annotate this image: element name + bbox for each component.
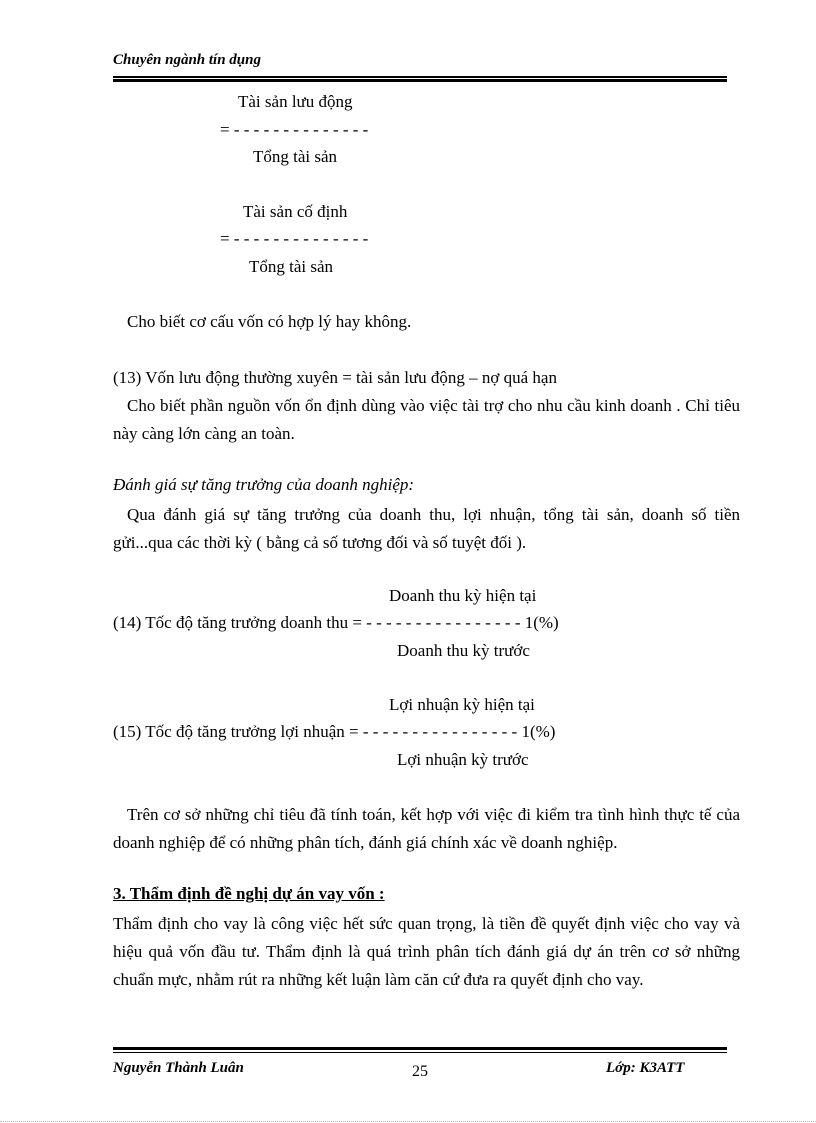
header-title: Chuyên ngành tín dụng (113, 52, 261, 68)
formula-15-label: (15) Tốc độ tăng trưởng lợi nhuận = - - - - - - - - - - - - - - - - 1(%) (113, 722, 556, 741)
formula-12b-numerator: Tài sản cố định (243, 202, 348, 221)
formula-12a-line: = - - - - - - - - - - - - - - (220, 120, 369, 139)
section-3-heading: 3. Thẩm định đề nghị dự án vay vốn : (113, 884, 385, 903)
item-13-text: Cho biết phần nguồn vốn ổn định dùng vào việc tài trợ cho nhu cầu kinh doanh . Chỉ tiêu này càng lớn càng an toàn. (113, 396, 740, 443)
footer-rule-thin (113, 1052, 727, 1053)
growth-text: Qua đánh giá sự tăng trưởng của doanh thu, lợi nhuận, tổng tài sản, doanh số tiền gửi...qua các thời kỳ ( bằng cả số tương đối và số tuyệt đối ). (113, 505, 740, 552)
formula-12a-numerator: Tài sản lưu động (238, 92, 353, 111)
page-number: 25 (412, 1063, 428, 1080)
formula-12b-denominator: Tổng tài sản (249, 257, 334, 276)
footer-author: Nguyễn Thành Luân (113, 1060, 244, 1076)
formula-15-numerator: Lợi nhuận kỳ hiện tại (389, 695, 535, 714)
formula-12b-line: = - - - - - - - - - - - - - - (220, 229, 369, 248)
note-12: Cho biết cơ cấu vốn có hợp lý hay không. (127, 312, 412, 331)
section-3-text: Thẩm định cho vay là công việc hết sức quan trọng, là tiền đề quyết định việc cho vay và hiệu quả vốn đầu tư. Thẩm định là quá trình phân tích đánh giá dự án trên cơ sở những chuẩn mực, nhằm rút ra những kết luận làm căn cứ đưa ra quyết định cho vay. (113, 914, 740, 989)
formula-14-label: (14) Tốc độ tăng trưởng doanh thu = - - - - - - - - - - - - - - - - 1(%) (113, 613, 559, 632)
formula-15-denominator: Lợi nhuận kỳ trước (397, 750, 529, 769)
footer-rule-thick (113, 1047, 727, 1050)
header-rule-thin (113, 76, 727, 78)
formula-14-denominator: Doanh thu kỳ trước (397, 641, 530, 660)
growth-heading: Đánh giá sự tăng trưởng của doanh nghiệp: (113, 475, 415, 494)
page-edge-divider (0, 1121, 816, 1122)
formula-14-numerator: Doanh thu kỳ hiện tại (389, 586, 537, 605)
formula-13: (13) Vốn lưu động thường xuyên = tài sản lưu động – nợ quá hạn (113, 368, 557, 387)
formula-12a-denominator: Tổng tài sản (253, 147, 338, 166)
conclusion-text: Trên cơ sở những chỉ tiêu đã tính toán, kết hợp với việc đi kiểm tra tình hình thực tế của doanh nghiệp để có những phân tích, đánh giá chính xác về doanh nghiệp. (113, 805, 740, 852)
footer-class: Lớp: K3ATT (606, 1060, 685, 1076)
header-rule-thick (113, 79, 727, 82)
